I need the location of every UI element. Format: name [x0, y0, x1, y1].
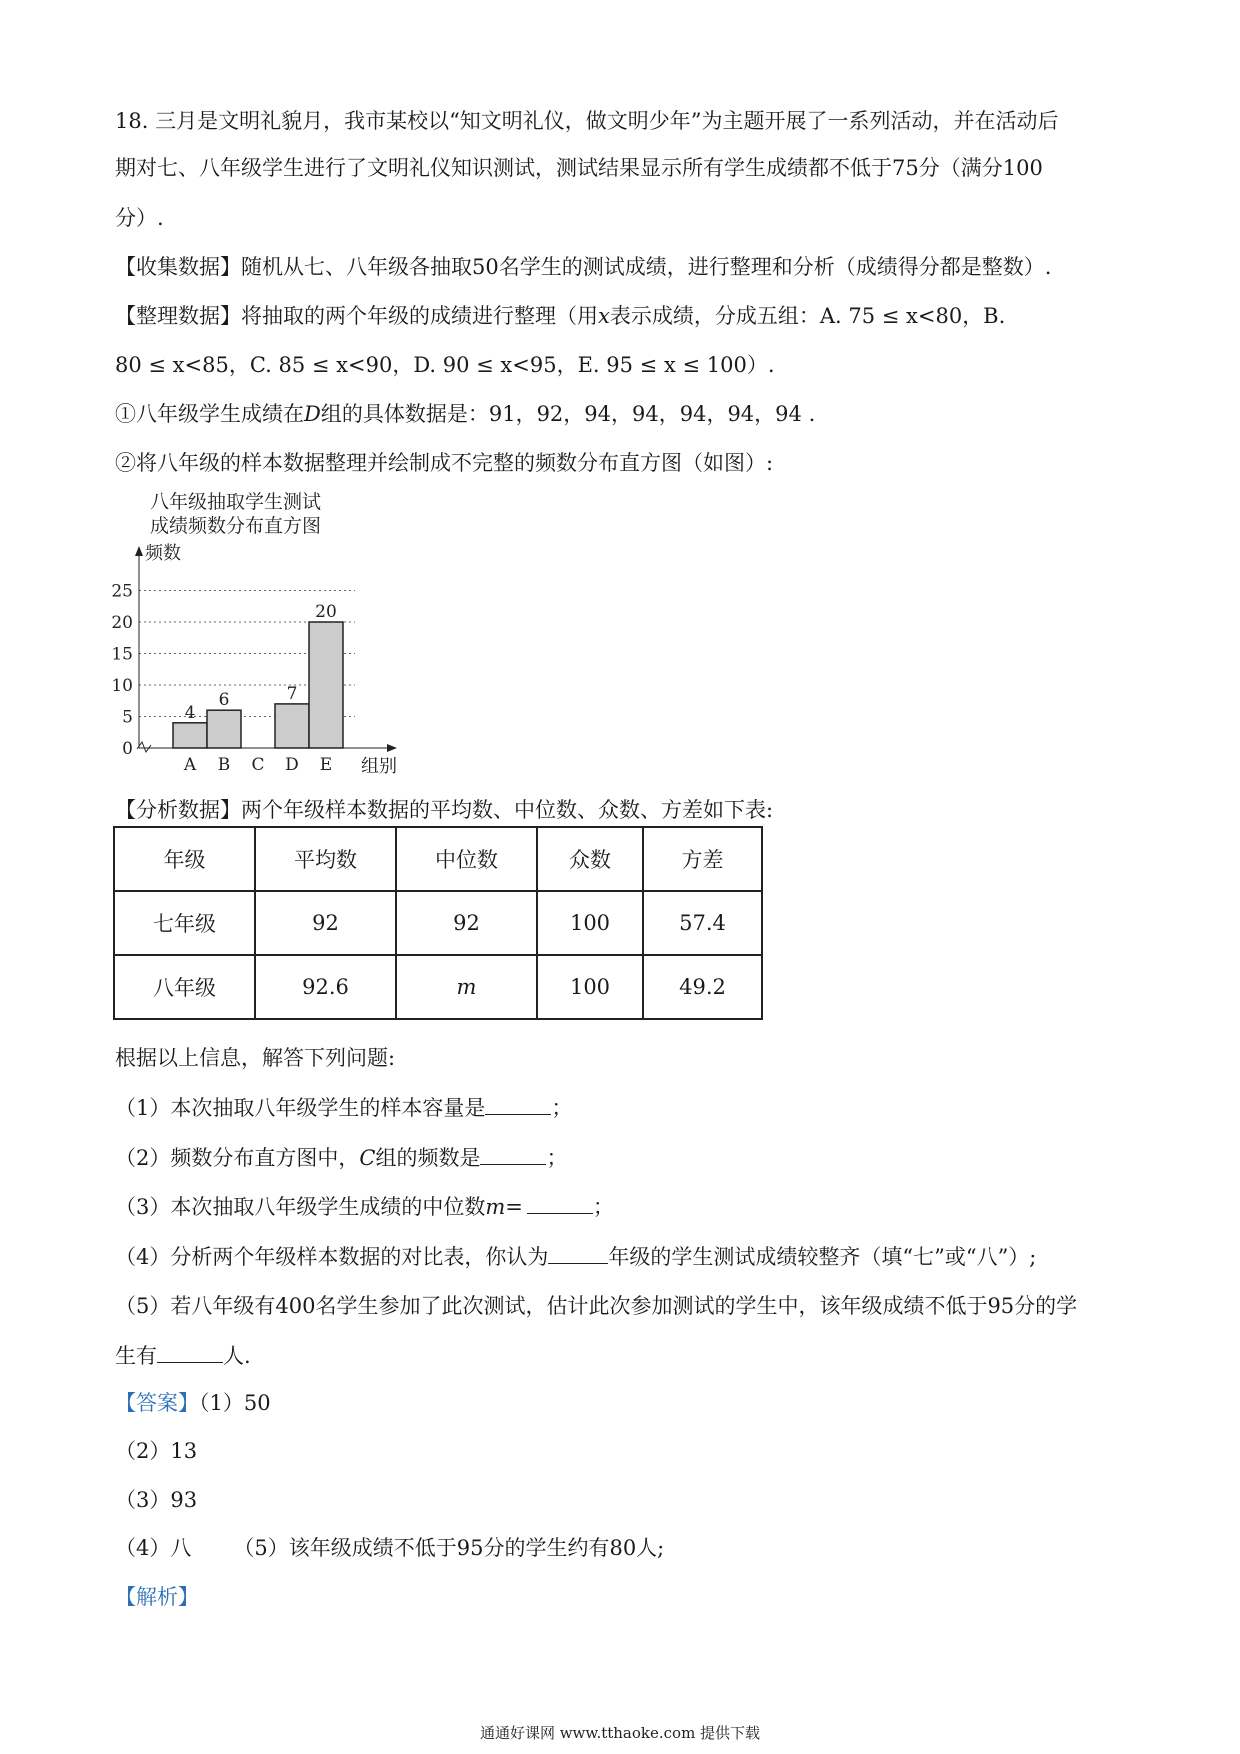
question-2 [115, 1142, 1140, 1173]
collect-data-text: 【收集数据】随机从七、八年级各抽取50名学生的测试成绩，进行整理和分析（成绩得分都是整数）. [115, 255, 1052, 279]
table-row [114, 891, 762, 955]
y-axis-label: 频数 [145, 543, 181, 564]
organize-data-line-2: 80 ≤ x<85，C. 85 ≤ x<90，D. 90 ≤ x<95，E. 95 ≤ x ≤ 100）. [115, 353, 775, 377]
question-5-line-1: （5）若八年级有400名学生参加了此次测试，估计此次参加测试的学生中，该年级成绩不低于95分的学 [115, 1294, 1078, 1318]
organize-data-line-1 [115, 301, 1140, 331]
bar-data-label: 6 [218, 690, 230, 711]
answer-blank [485, 1092, 551, 1115]
table-cell: 100 [537, 955, 643, 1019]
answer-4: （4）八 [115, 1536, 192, 1560]
frequency-histogram [105, 490, 425, 775]
question-line-2: 期对七、八年级学生进行了文明礼仪知识测试，测试结果显示所有学生成绩都不低于75分（满分100 [115, 156, 1043, 180]
answer-1-text: （1）50 [199, 1391, 271, 1415]
question-line-1: 18. 三月是文明礼貌月，我市某校以“知文明礼仪，做文明少年”为主题开展了一系列活动，并在活动后 [115, 109, 1059, 133]
histogram-bar [275, 704, 309, 748]
stats-table [113, 826, 763, 1020]
x-tick-label: B [217, 755, 231, 775]
question-4-pre: （4）分析两个年级样本数据的对比表，你认为 [115, 1245, 549, 1269]
x-tick-label: C [251, 755, 265, 775]
question-2-pre: （2）频数分布直方图中， [115, 1146, 360, 1170]
question-2-post: 组的频数是 [375, 1146, 481, 1170]
bar-data-label: 7 [286, 683, 298, 704]
x-axis-arrow [387, 744, 397, 752]
question-3 [115, 1191, 1140, 1222]
question-4 [115, 1241, 1140, 1272]
question-3-eq: = [505, 1195, 523, 1219]
table-header-cell: 众数 [537, 827, 643, 891]
question-2-end: ； [546, 1146, 568, 1170]
y-tick-label: 15 [111, 644, 133, 665]
bar-data-label: 4 [184, 702, 196, 723]
x-tick-label: D [285, 755, 299, 775]
answer-blank [480, 1142, 546, 1165]
answer-blank [527, 1191, 593, 1214]
organize-var: x [598, 304, 610, 328]
question-5-pre: 生有 [115, 1344, 157, 1368]
analysis-tag: 【解析】 [115, 1585, 199, 1609]
answer-2: （2）13 [115, 1439, 198, 1463]
histogram-bar [309, 622, 343, 748]
table-cell: 57.4 [643, 891, 762, 955]
bar-data-label: 20 [315, 602, 337, 622]
question-3-pre: （3）本次抽取八年级学生成绩的中位数 [115, 1195, 486, 1219]
y-axis-arrow [135, 546, 143, 556]
question-3-var: m [485, 1195, 506, 1219]
table-cell: 八年级 [114, 955, 255, 1019]
answer-5: （5）该年级成绩不低于95分的学生约有80人; [233, 1536, 665, 1560]
question-1 [115, 1092, 1140, 1123]
x-tick-label: A [183, 755, 197, 775]
table-cell: 92.6 [255, 955, 396, 1019]
question-4-post: 年级的学生测试成绩较整齐（填“七”或“八”）; [608, 1245, 1037, 1269]
question-5-post: 人. [223, 1344, 251, 1368]
table-cell: 92 [255, 891, 396, 955]
x-axis-label: 组别 [361, 756, 397, 775]
question-line-3: 分）. [115, 206, 164, 230]
chart-title: 八年级抽取学生测试 [150, 491, 322, 513]
table-cell: m [396, 955, 537, 1019]
page-footer: 通通好课网 www.tthaoke.com 提供下载 [479, 1724, 761, 1742]
item-1-var: D [304, 402, 321, 426]
organize-text-b: 表示成绩，分成五组：A. 75 ≤ x<80，B. [609, 304, 1006, 328]
table-cell: 49.2 [643, 955, 762, 1019]
answer-4-5 [115, 1533, 1140, 1563]
question-5-line-2 [115, 1340, 1140, 1371]
table-header-cell: 方差 [643, 827, 762, 891]
table-header-row [114, 827, 762, 891]
table-header-cell: 平均数 [255, 827, 396, 891]
table-cell: 92 [396, 891, 537, 955]
answer-1 [115, 1388, 1140, 1418]
item-1-pre: ①八年级学生成绩在 [115, 402, 304, 426]
y-tick-label: 25 [111, 581, 133, 602]
item-2: ②将八年级的样本数据整理并绘制成不完整的频数分布直方图（如图）: [115, 451, 774, 475]
organize-text-a: 【整理数据】将抽取的两个年级的成绩进行整理（用 [115, 304, 598, 328]
questions-intro: 根据以上信息，解答下列问题: [115, 1046, 396, 1070]
answer-blank [157, 1340, 223, 1363]
x-tick-label: E [319, 755, 333, 775]
chart-title: 成绩频数分布直方图 [150, 515, 322, 537]
analysis-intro: 【分析数据】两个年级样本数据的平均数、中位数、众数、方差如下表: [115, 798, 774, 822]
question-1-end: ； [551, 1096, 573, 1120]
table-header-cell: 年级 [114, 827, 255, 891]
table-header-cell: 中位数 [396, 827, 537, 891]
y-tick-label: 10 [111, 676, 133, 696]
item-1 [115, 399, 1140, 429]
y-tick-label: 5 [122, 707, 133, 728]
table-cell: 七年级 [114, 891, 255, 955]
y-tick-label: 20 [111, 613, 133, 633]
answer-blank [548, 1241, 608, 1264]
question-1-text: （1）本次抽取八年级学生的样本容量是 [115, 1096, 486, 1120]
answer-3: （3）93 [115, 1488, 198, 1512]
table-row [114, 955, 762, 1019]
histogram-bar [173, 723, 207, 748]
y-tick-label: 0 [122, 739, 133, 759]
item-1-post: 组的具体数据是：91，92，94，94，94，94，94 . [320, 402, 816, 426]
answer-tag: 【答案】 [115, 1391, 199, 1415]
question-2-var: C [359, 1146, 376, 1170]
table-cell: 100 [537, 891, 643, 955]
question-3-end: ； [592, 1195, 614, 1219]
histogram-bar [207, 710, 241, 748]
